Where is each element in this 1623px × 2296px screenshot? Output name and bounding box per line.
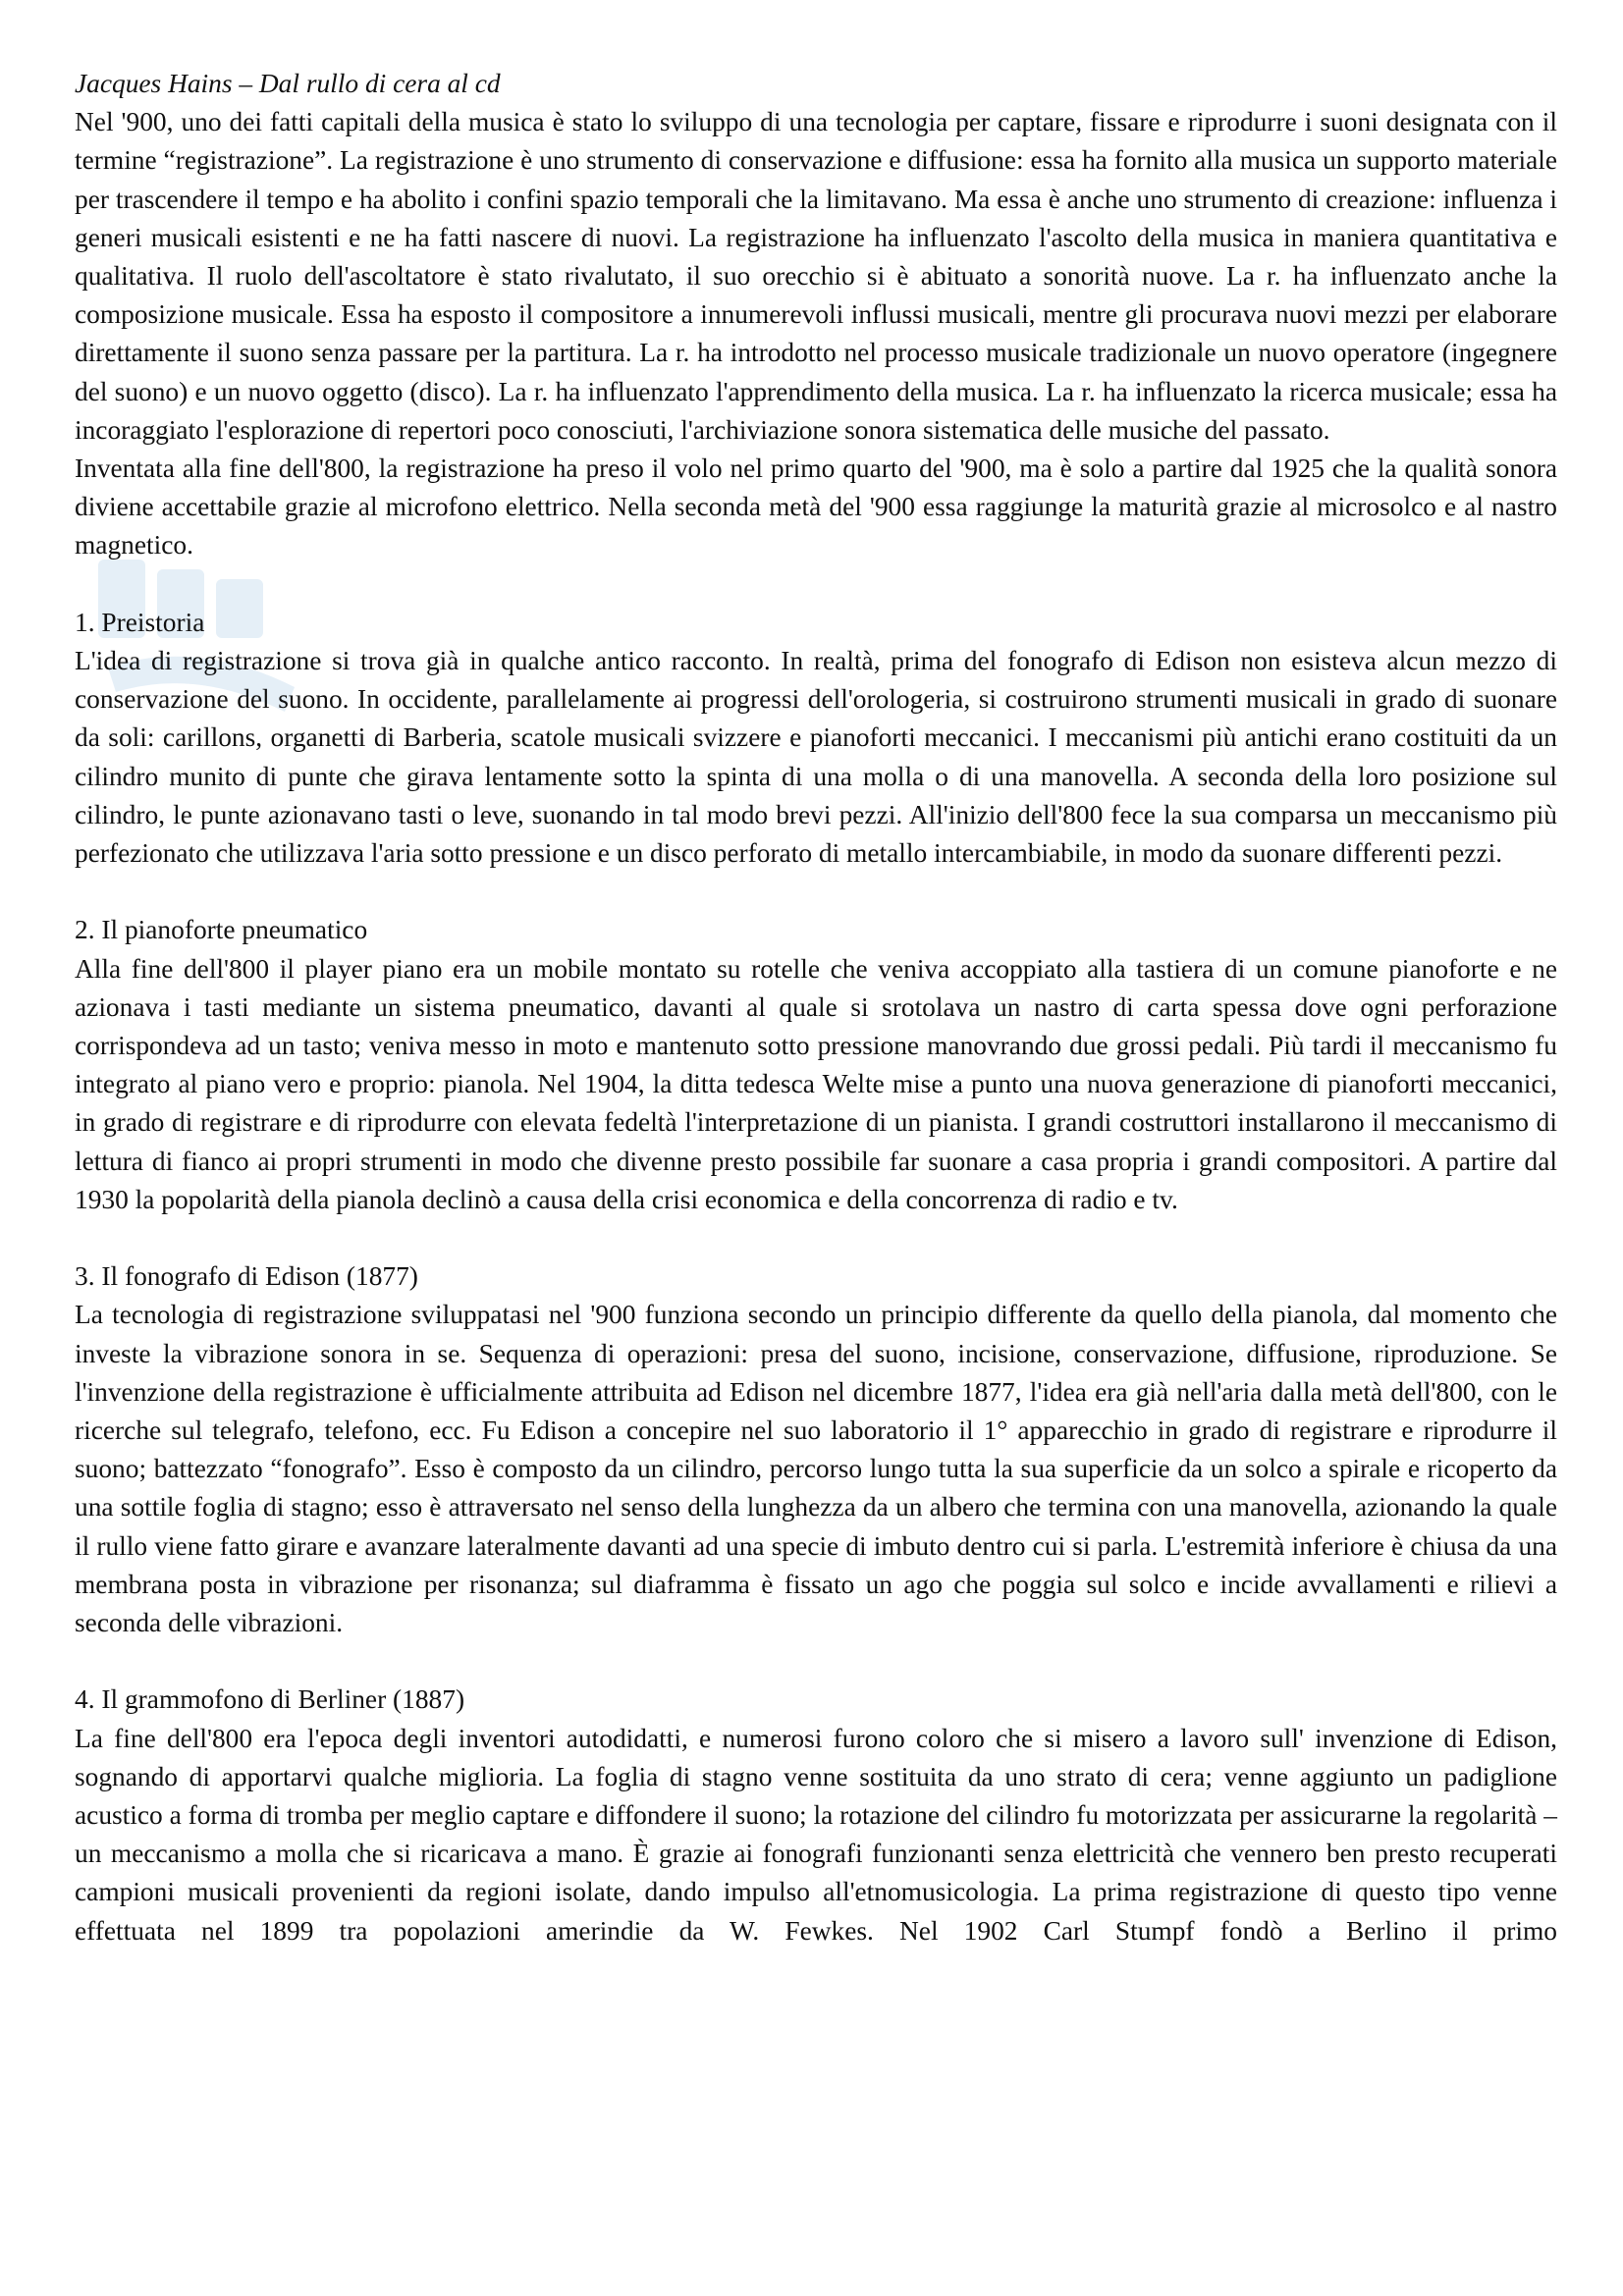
intro-paragraph-1: Nel '900, uno dei fatti capitali della musica è stato lo sviluppo di una tecnologia per captare, fissare e riprodurre i suoni designata con il termine “registrazione”. La registrazione è uno strumento di conservazione e diffusione: essa ha fornito alla musica un supporto materiale per trascendere il tempo e ha abolito i confini spazio temporali che la limitavano. Ma essa è anche uno strumento di creazione: influenza i generi musicali esistenti e ne ha fatti nascere di nuovi. La registrazione ha influenzato l'ascolto della musica in maniera quantitativa e qualitativa. Il ruolo dell'ascoltatore è stato rivalutato, il suo orecchio si è abituato a sonorità nuove. La r. ha influenzato anche la composizione musicale. Essa ha esposto il compositore a innumerevoli influssi musicali, mentre gli procurava nuovi mezzi per elaborare direttamente il suono senza passare per la partitura. La r. ha introdotto nel processo musicale tradizionale un nuovo operatore (ingegnere del suono) e un nuovo oggetto (disco). La r. ha influenzato l'apprendimento della musica. La r. ha influenzato la ricerca musicale; essa ha incoraggiato l'esplorazione di repertori poco conosciuti, l'archiviazione sonora sistematica delle musiche del passato. [75, 107, 1557, 445]
section-heading: 1. Preistoria [75, 607, 205, 637]
section-body: La fine dell'800 era l'epoca degli inventori autodidatti, e numerosi furono coloro che si misero a lavoro sull' invenzione di Edison, sognando di apportarvi qualche miglioria. La foglia di stagno venne sostituita da uno strato di cera; venne aggiunto un padiglione acustico a forma di tromba per meglio captare e diffondere il suono; la rotazione del cilindro fu motorizzata per assicurarne la regolarità – un meccanismo a molla che si ricaricava a mano. È grazie ai fonografi funzionanti senza elettricità che vennero ben presto recuperati campioni musicali provenienti da regioni isolate, dando impulso all'etnomusicologia. La prima registrazione di questo tipo venne effettuata nel 1899 tra popolazioni amerindie da W. Fewkes. Nel 1902 Carl Stumpf fondò a Berlino il primo [75, 1723, 1557, 1946]
section-grammofono-berliner [75, 1681, 1557, 1949]
document-title: Jacques Hains – Dal rullo di cera al cd [75, 69, 501, 98]
section-preistoria [75, 604, 1557, 873]
section-body: L'idea di registrazione si trova già in qualche antico racconto. In realtà, prima del fonografo di Edison non esisteva alcun mezzo di conservazione del suono. In occidente, parallelamente ai progressi dell'orologeria, si costruirono strumenti musicali in grado di suonare da soli: carillons, organetti di Barberia, scatole musicali svizzere e pianoforti meccanici. I meccanismi più antichi erano costituiti da un cilindro munito di punte che girava lentamente sotto la spinta di una molla o di una manovella. A seconda della loro posizione sul cilindro, le punte azionavano tasti o leve, suonando in tal modo brevi pezzi. All'inizio dell'800 fece la sua comparsa un meccanismo più perfezionato che utilizzava l'aria sotto pressione e un disco perforato di metallo intercambiabile, in modo da suonare differenti pezzi. [75, 646, 1557, 869]
section-pianoforte-pneumatico [75, 911, 1557, 1219]
section-body: La tecnologia di registrazione sviluppatasi nel '900 funziona secondo un principio differente da quello della pianola, dal momento che investe la vibrazione sonora in se. Sequenza di operazioni: presa del suono, incisione, conservazione, diffusione, riproduzione. Se l'invenzione della registrazione è ufficialmente attribuita ad Edison nel dicembre 1877, l'idea era già nell'aria dalla metà dell'800, con le ricerche sul telegrafo, telefono, ecc. Fu Edison a concepire nel suo laboratorio il 1° apparecchio in grado di registrare e riprodurre il suono; battezzato “fonografo”. Esso è composto da un cilindro, percorso lungo tutta la sua superficie da un solco a spirale e ricoperto da una sottile foglia di stagno; esso è attraversato nel senso della lunghezza da un albero che termina con una manovella, azionando la quale il rullo viene fatto girare e avanzare lateralmente davanti ad una specie di imbuto dentro cui si parla. L'estremità inferiore è chiusa da una membrana posta in vibrazione per risonanza; sul diaframma è fissato un ago che poggia sul solco e incide avvallamenti e rilievi a seconda delle vibrazioni. [75, 1300, 1557, 1638]
document-page [75, 65, 1557, 1950]
section-heading: 3. Il fonografo di Edison (1877) [75, 1261, 418, 1292]
intro-paragraph-2: Inventata alla fine dell'800, la registrazione ha preso il volo nel primo quarto del '900, ma è solo a partire dal 1925 che la qualità sonora diviene accettabile grazie al microfono elettrico. Nella seconda metà del '900 essa raggiunge la maturità grazie al microsolco e al nastro magnetico. [75, 454, 1557, 561]
section-fonografo-edison [75, 1257, 1557, 1642]
section-heading: 2. Il pianoforte pneumatico [75, 915, 368, 945]
section-heading: 4. Il grammofono di Berliner (1887) [75, 1684, 465, 1715]
section-body: Alla fine dell'800 il player piano era un mobile montato su rotelle che veniva accoppiato alla tastiera di un comune pianoforte e ne azionava i tasti mediante un sistema pneumatico, davanti al quale si srotolava un nastro di carta spessa dove ogni perforazione corrispondeva ad un tasto; veniva messo in moto e mantenuto sotto pressione manovrando due grossi pedali. Più tardi il meccanismo fu integrato al piano vero e proprio: pianola. Nel 1904, la ditta tedesca Welte mise a punto una nuova generazione di pianoforti meccanici, in grado di registrare e di riprodurre con elevata fedeltà l'interpretazione di un pianista. I grandi costruttori installarono il meccanismo di lettura di fianco ai propri strumenti in modo che divenne presto possibile far suonare a casa propria i grandi compositori. A partire dal 1930 la popolarità della pianola declinò a causa della crisi economica e della concorrenza di radio e tv. [75, 953, 1557, 1214]
